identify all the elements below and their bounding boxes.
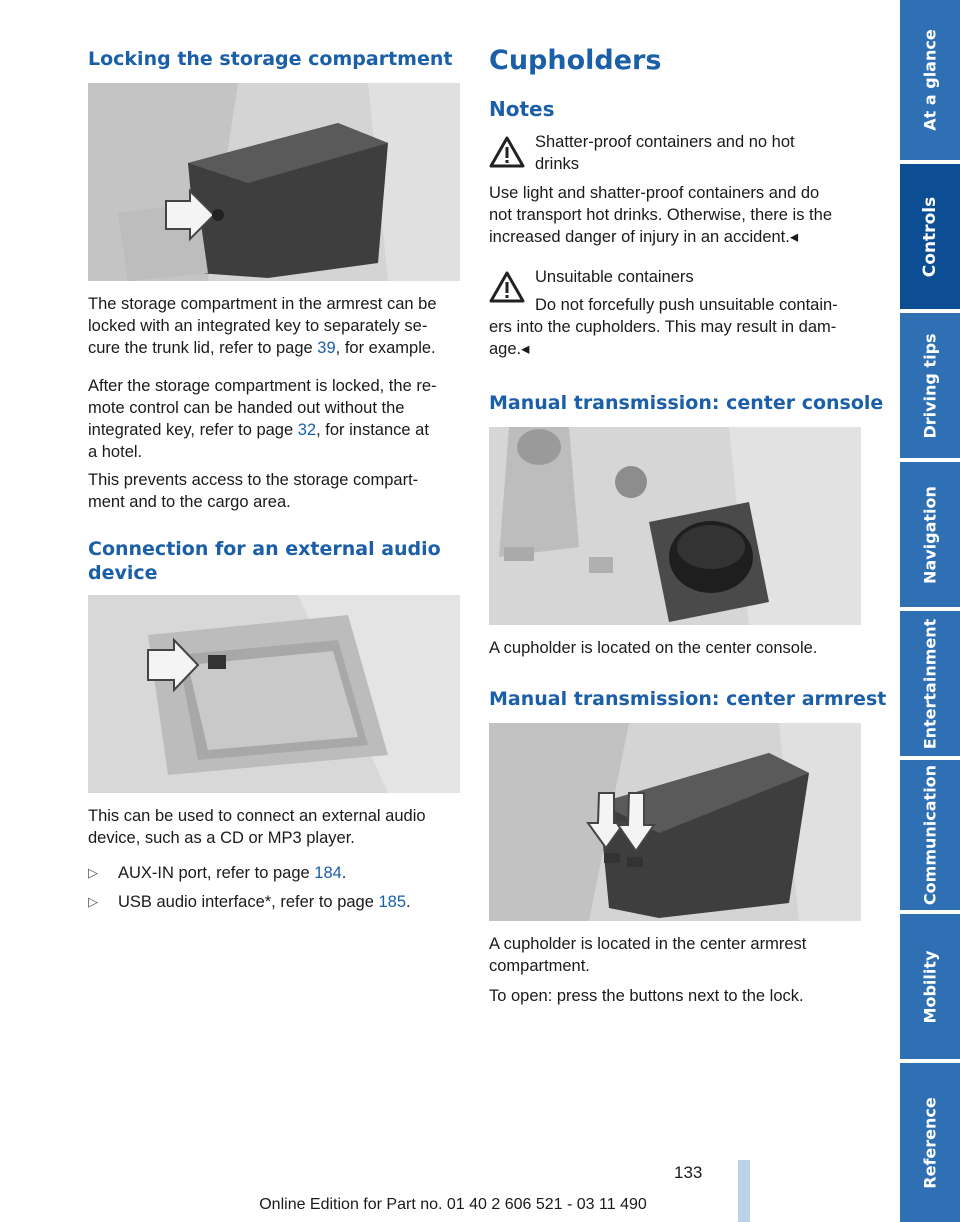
lock-paragraph-2: After the storage compartment is locked, the re- mote control can be handed out without the integrated key, refer to page 32, for instance at a hotel.	[88, 377, 437, 461]
page-link-184[interactable]: 184	[314, 864, 342, 882]
tab-controls[interactable]: Controls	[900, 164, 960, 309]
console-paragraph: A cupholder is located on the center console.	[489, 639, 818, 657]
tab-driving-tips[interactable]: Driving tips	[900, 313, 960, 458]
page-link-39[interactable]: 39	[317, 339, 336, 357]
bullet-aux-in: ▷ AUX-IN port, refer to page 184.	[88, 864, 347, 882]
tab-communication[interactable]: Communication	[900, 760, 960, 910]
section-heading-audio: Connection for an external audio device	[88, 538, 441, 584]
warning-2-title: Unsuitable containers	[535, 268, 694, 286]
tab-entertainment[interactable]: Entertainment	[900, 611, 960, 756]
manual-armrest-heading: Manual transmission: center armrest	[489, 688, 887, 710]
lock-paragraph-3: This prevents access to the storage compart- ment and to the cargo area.	[88, 471, 419, 511]
warning-1-title: Shatter-proof containers and no hot drinks	[535, 133, 795, 173]
tab-navigation[interactable]: Navigation	[900, 462, 960, 607]
warning-triangle-icon	[489, 136, 525, 168]
armrest-paragraph-1: A cupholder is located in the center armrest compartment.	[489, 935, 807, 975]
page-link-185[interactable]: 185	[378, 893, 407, 911]
warning-2-body: Do not forcefully push unsuitable contain- ers into the cupholders. This may result in dam- age.◂	[489, 296, 838, 358]
armrest-paragraph-2: To open: press the buttons next to the lock.	[489, 987, 804, 1005]
lock-paragraph-1: The storage compartment in the armrest can be locked with an integrated key to separately se- cure the trunk lid, refer to page 39, for example.	[88, 295, 437, 357]
page-number: 133	[674, 1163, 703, 1182]
online-edition-footer: Online Edition for Part no. 01 40 2 606 521 - 03 11 490	[259, 1196, 647, 1213]
center-console-cupholder-image	[489, 427, 861, 625]
manual-console-heading: Manual transmission: center console	[489, 392, 884, 414]
audio-connection-image	[88, 595, 460, 793]
page-title: Cupholders	[489, 45, 662, 76]
tab-reference[interactable]: Reference	[900, 1063, 960, 1222]
tab-at-a-glance[interactable]: At a glance	[900, 0, 960, 160]
section-heading-locking: Locking the storage compartment	[88, 48, 453, 70]
armrest-lock-image	[88, 83, 460, 281]
page-link-32[interactable]: 32	[297, 421, 317, 439]
bullet-triangle-icon: ▷	[88, 865, 98, 880]
center-armrest-cupholder-image	[489, 723, 861, 921]
notes-heading: Notes	[489, 97, 555, 121]
bullet-usb: ▷ USB audio interface*, refer to page 185.	[88, 893, 411, 911]
warning-1-body: Use light and shatter-proof containers and do not transport hot drinks. Otherwise, there is the increased danger of injury in an accident.◂	[489, 184, 832, 246]
tab-mobility[interactable]: Mobility	[900, 914, 960, 1059]
audio-paragraph: This can be used to connect an external audio device, such as a CD or MP3 player.	[88, 807, 426, 847]
bullet-triangle-icon: ▷	[88, 894, 98, 909]
chapter-sidebar	[900, 0, 960, 1222]
